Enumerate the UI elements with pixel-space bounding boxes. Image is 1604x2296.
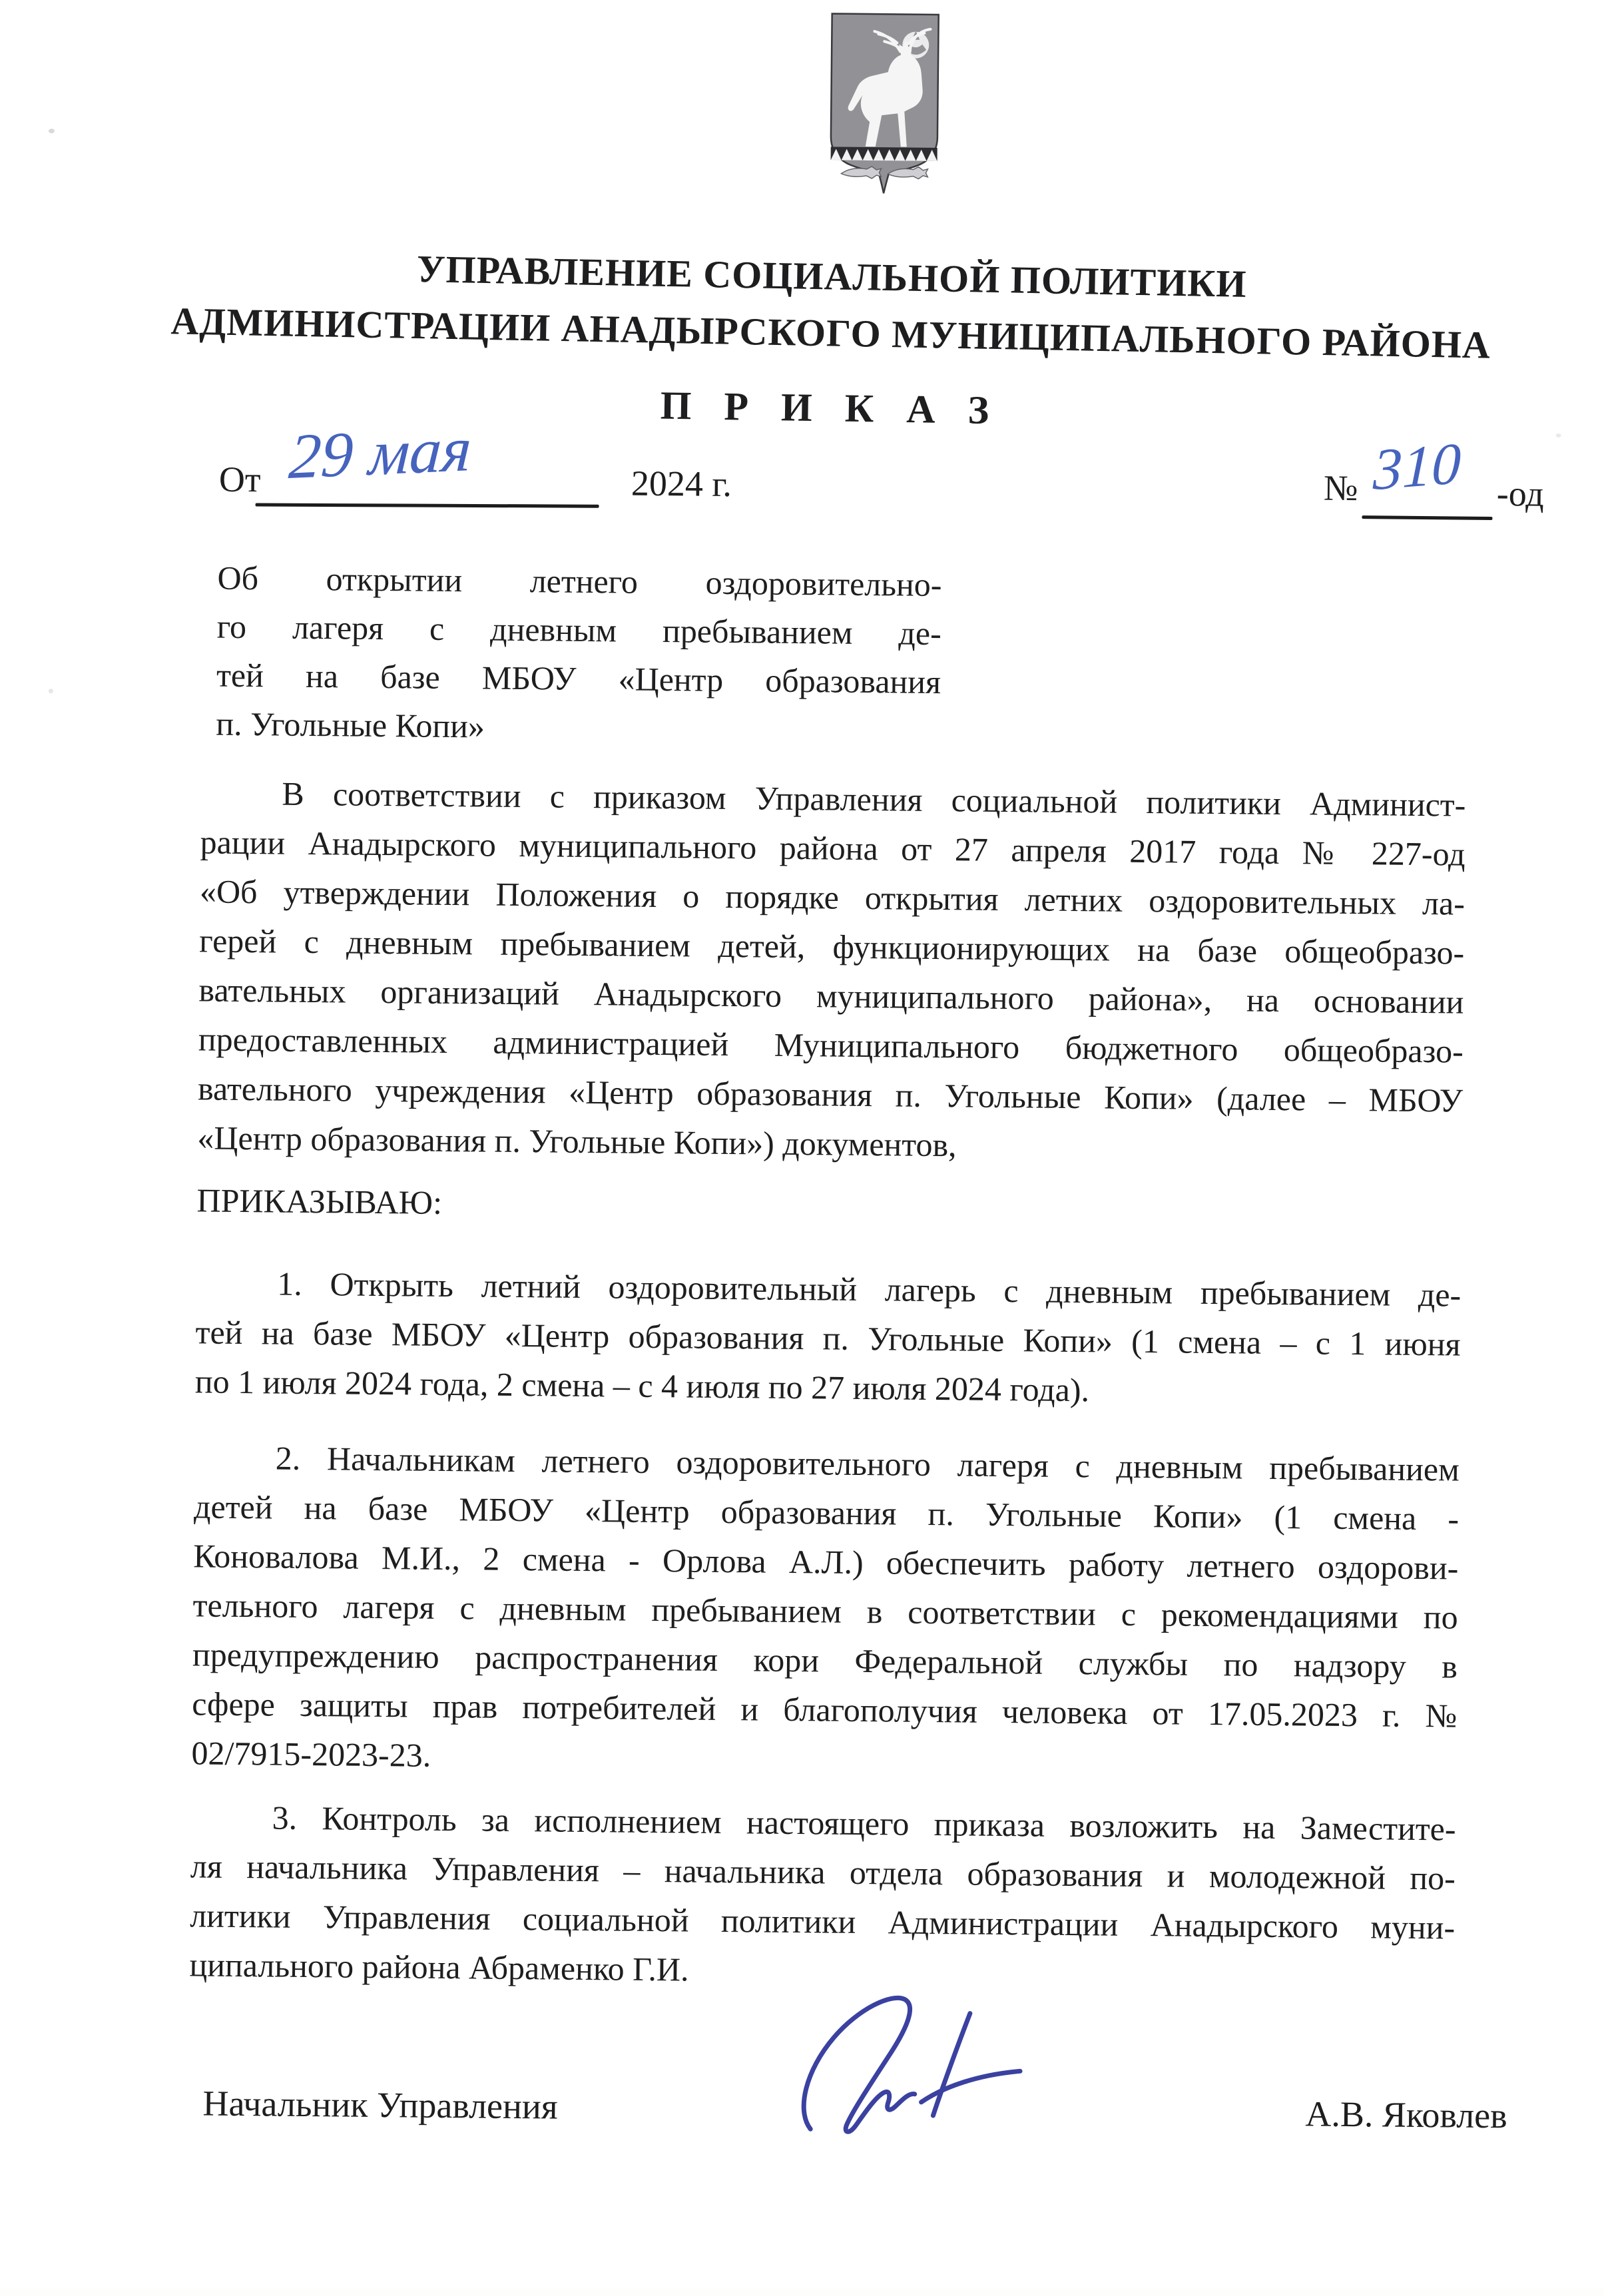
text-line: по 1 июля 2024 года, 2 смена – с 4 июля по 27 июля 2024 года). xyxy=(194,1362,1090,1409)
text-line: ля начальника Управления – начальника отдела образования и молодежной по- xyxy=(190,1847,1456,1897)
scan-speck xyxy=(49,129,55,133)
text-line: детей на базе МБОУ «Центр образования п. Угольные Копи» (1 смена - xyxy=(193,1488,1460,1538)
number-underline xyxy=(1362,515,1492,520)
date-year-suffix: 2024 г. xyxy=(631,463,732,505)
order-item-3 xyxy=(189,1792,1456,2001)
number-suffix: -од xyxy=(1496,473,1545,514)
text-line: литики Управления социальной политики Администрации Анадырского муни- xyxy=(189,1896,1456,1946)
resolution-word: ПРИКАЗЫВАЮ: xyxy=(196,1181,443,1221)
text-line: предоставленных администрацией Муниципального бюджетного общеобразо- xyxy=(198,1020,1464,1070)
text-line: го лагеря с дневным пребыванием де- xyxy=(216,607,942,653)
text-line: Коновалова М.И., 2 смена - Орлова А.Л.) обеспечить работу летнего оздорови- xyxy=(193,1537,1459,1587)
order-item-2 xyxy=(191,1432,1460,1789)
text-line: 1. Открыть летний оздоровительный лагерь с дневным пребыванием де- xyxy=(277,1265,1462,1314)
text-line: «Центр образования п. Угольные Копи») документов, xyxy=(197,1119,957,1164)
text-line: тельного лагеря с дневным пребыванием в соответствии с рекомендациями по xyxy=(192,1586,1458,1636)
text-line: «Об утверждении Положения о порядке открытия летних оздоровительных ла- xyxy=(199,872,1466,922)
text-line: 2. Начальникам летнего оздоровительного лагеря с дневным пребыванием xyxy=(275,1439,1460,1488)
text-line: 3. Контроль за исполнением настоящего приказа возложить на Заместите- xyxy=(272,1799,1456,1848)
document-type-title: П Р И К А З xyxy=(660,383,1001,433)
date-prefix: От xyxy=(218,459,261,500)
coat-of-arms-icon xyxy=(824,9,945,198)
text-line: предупреждению распространения кори Федеральной службы по надзору в xyxy=(192,1635,1458,1685)
org-name-line2: АДМИНИСТРАЦИИ АНАДЫРСКОГО МУНИЦИПАЛЬНОГО РАЙОНА xyxy=(170,299,1491,367)
org-name-block xyxy=(65,234,1598,375)
number-sign: № xyxy=(1323,467,1358,509)
text-line: вательного учреждения «Центр образования п. Угольные Копи» (далее – МБОУ xyxy=(197,1069,1464,1119)
text-line: тей на базе МБОУ «Центр образования xyxy=(216,656,941,701)
signature-scribble-icon xyxy=(790,1988,1025,2143)
text-line: ципального района Абраменко Г.И. xyxy=(189,1946,689,1988)
text-line: п. Угольные Копи» xyxy=(216,705,485,745)
text-line: В соответствии с приказом Управления социальной политики Админист- xyxy=(282,774,1466,824)
text-line: вательных организаций Анадырского муниципального района», на основании xyxy=(198,971,1464,1021)
text-line: герей с дневным пребыванием детей, функционирующих на базе общеобразо- xyxy=(199,922,1465,972)
org-name-line1: УПРАВЛЕНИЕ СОЦИАЛЬНОЙ ПОЛИТИКИ xyxy=(416,247,1248,306)
signer-name: А.В. Яковлев xyxy=(1305,2094,1507,2136)
scan-speck xyxy=(1556,433,1561,437)
handwritten-number: 310 xyxy=(1372,431,1462,503)
text-line: Об открытии летнего оздоровительно- xyxy=(217,559,942,604)
text-line: сфере защиты прав потребителей и благополучия человека от 17.05.2023 г. № xyxy=(192,1685,1458,1735)
order-item-1 xyxy=(195,1258,1462,1418)
scan-speck xyxy=(49,689,53,693)
text-line: тей на базе МБОУ «Центр образования п. Угольные Копи» (1 смена – с 1 июня xyxy=(195,1313,1461,1363)
signer-position: Начальник Управления xyxy=(202,2083,558,2127)
text-line: 02/7915-2023-23. xyxy=(191,1734,431,1774)
subject-block xyxy=(216,554,942,755)
paragraph-intro xyxy=(197,768,1466,1174)
text-line: рации Анадырского муниципального района от 27 апреля 2017 года № 227-од xyxy=(200,823,1466,873)
handwritten-date: 29 мая xyxy=(287,412,474,493)
date-underline xyxy=(256,503,599,508)
